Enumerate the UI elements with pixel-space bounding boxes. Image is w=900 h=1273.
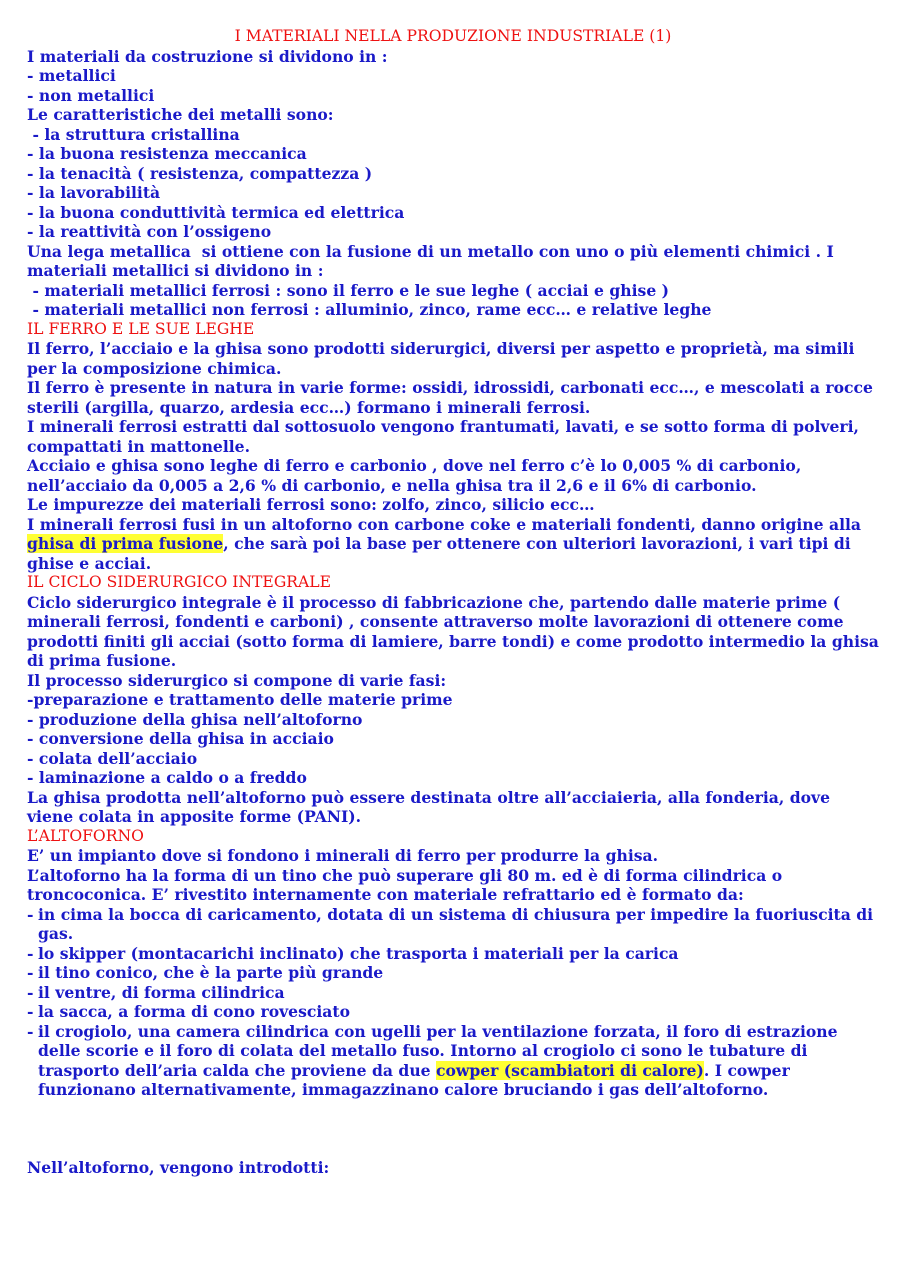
text-span: , che sarà poi la base per ottenere con ulteriori lavorazioni, i vari tipi di ghise e acciai. <box>27 534 851 573</box>
list-item: - colata dell’acciaio <box>27 748 198 768</box>
list-item <box>27 944 879 964</box>
intro-line: I materiali da costruzione si dividono in : <box>27 46 388 66</box>
paragraph: I minerali ferrosi estratti dal sottosuolo vengono frantumati, lavati, e se sotto forma di polveri, compattati in mattonelle. <box>27 417 859 456</box>
list-dash: - <box>27 1002 34 1021</box>
paragraph: La ghisa prodotta nell’altoforno può essere destinata oltre all’acciaieria, alla fonderia, dove viene colata in apposite forme (PANI). <box>27 787 831 826</box>
list-dash: - <box>27 1021 34 1041</box>
list-text: il tino conico, che è la parte più grande <box>38 963 384 982</box>
intro-line: - la buona resistenza meccanica <box>27 144 307 163</box>
highlighted-text: cowper (scambiatori di calore) <box>436 1060 704 1080</box>
intro-line: - la buona conduttività termica ed elettrica <box>27 202 405 222</box>
text-span: il crogiolo, una camera cilindrica con ugelli per la ventilazione forzata, il foro di estrazione delle scorie e il foro di colata del metallo fuso. Intorno al crogiolo ci sono le tubature di trasporto dell’aria calda che proviene da due <box>38 1021 838 1080</box>
list-item: -preparazione e trattamento delle materie prime <box>27 690 453 709</box>
paragraph: Acciaio e ghisa sono leghe di ferro e carbonio , dove nel ferro c’è lo 0,005 % di carbonio, nell’acciaio da 0,005 a 2,6 % di carbonio, e nella ghisa tra il 2,6 e il 6% di carbonio. <box>27 456 802 495</box>
paragraph: E’ un impianto dove si fondono i minerali di ferro per produrre la ghisa. <box>27 846 659 865</box>
document-page <box>27 27 879 1177</box>
list-dash: - <box>27 904 34 924</box>
paragraph: Ciclo siderurgico integrale è il processo di fabbricazione che, partendo dalle materie prime ( minerali ferrosi, fondenti e carboni) , consente attraverso molte lavorazioni di ottenere come prodotti finiti gli acciai (sotto forma di lamiere, barre tondi) e come prodotto intermedio la ghisa di prima fusione. <box>27 592 879 670</box>
intro-line: - la lavorabilità <box>27 183 161 202</box>
list-text: la sacca, a forma di cono rovesciato <box>38 1002 351 1021</box>
intro-line: - materiali metallici ferrosi : sono il ferro e le sue leghe ( acciai e ghise ) <box>27 280 670 300</box>
list-item: - conversione della ghisa in acciaio <box>27 729 334 748</box>
highlighted-text: ghisa di prima fusione <box>27 534 224 553</box>
list-item <box>27 905 879 944</box>
list-item <box>27 1002 879 1022</box>
list-item: - produzione della ghisa nell’altoforno <box>27 709 363 729</box>
intro-line: Le caratteristiche dei metalli sono: <box>27 105 334 124</box>
intro-line: - la struttura cristallina <box>27 124 240 144</box>
text-span: I minerali ferrosi fusi in un altoforno con carbone coke e materiali fondenti, danno origine alla <box>27 514 862 534</box>
list-text: lo skipper (montacarichi inclinato) che trasporta i materiali per la carica <box>38 943 679 963</box>
list-text: in cima la bocca di caricamento, dotata di un sistema di chiusura per impedire la fuoriuscita di gas. <box>38 904 874 943</box>
closing-line: Nell’altoforno, vengono introdotti: <box>27 1157 330 1177</box>
list-item: - laminazione a caldo o a freddo <box>27 768 307 787</box>
list-item <box>27 963 879 983</box>
section-heading-altoforno: L’ALTOFORNO <box>27 826 144 845</box>
spacer <box>27 1100 879 1158</box>
paragraph: L’altoforno ha la forma di un tino che può superare gli 80 m. ed è di forma cilindrica o troncoconica. E’ rivestito internamente con materiale refrattario ed è formato da: <box>27 865 783 904</box>
list-item <box>27 983 879 1003</box>
list-text: il ventre, di forma cilindrica <box>38 982 285 1002</box>
paragraph: Il ferro è presente in natura in varie forme: ossidi, idrossidi, carbonati ecc…, e mescolati a rocce sterili (argilla, quarzo, ardesia ecc…) formano i minerali ferrosi. <box>27 378 873 417</box>
intro-paragraph: Una lega metallica si ottiene con la fusione di un metallo con uno o più elementi chimici . I materiali metallici si dividono in : <box>27 241 840 280</box>
intro-line: - metallici <box>27 66 116 85</box>
section-heading-ferro: IL FERRO E LE SUE LEGHE <box>27 319 255 338</box>
paragraph: Le impurezze dei materiali ferrosi sono: zolfo, zinco, silicio ecc… <box>27 495 595 514</box>
section-heading-ciclo: IL CICLO SIDERURGICO INTEGRALE <box>27 573 332 591</box>
list-dash: - <box>27 963 34 982</box>
text-span: . I cowper funzionano alternativamente, immagazzinano calore bruciando i gas dell’altoforno. <box>38 1060 790 1099</box>
paragraph: Il processo siderurgico si compone di varie fasi: <box>27 670 447 690</box>
list-dash: - <box>27 943 34 963</box>
intro-line: - materiali metallici non ferrosi : alluminio, zinco, rame ecc… e relative leghe <box>27 300 712 319</box>
list-dash: - <box>27 982 34 1002</box>
list-item <box>27 1022 879 1100</box>
list-text <box>38 1022 879 1100</box>
intro-line: - la tenacità ( resistenza, compattezza ) <box>27 163 373 183</box>
paragraph <box>27 515 879 574</box>
paragraph: Il ferro, l’acciaio e la ghisa sono prodotti siderurgici, diversi per aspetto e proprietà, ma simili per la composizione chimica. <box>27 339 855 378</box>
intro-line: - non metallici <box>27 85 155 105</box>
intro-line: - la reattività con l’ossigeno <box>27 222 272 241</box>
document-title: I MATERIALI NELLA PRODUZIONE INDUSTRIALE (1) <box>234 27 672 45</box>
